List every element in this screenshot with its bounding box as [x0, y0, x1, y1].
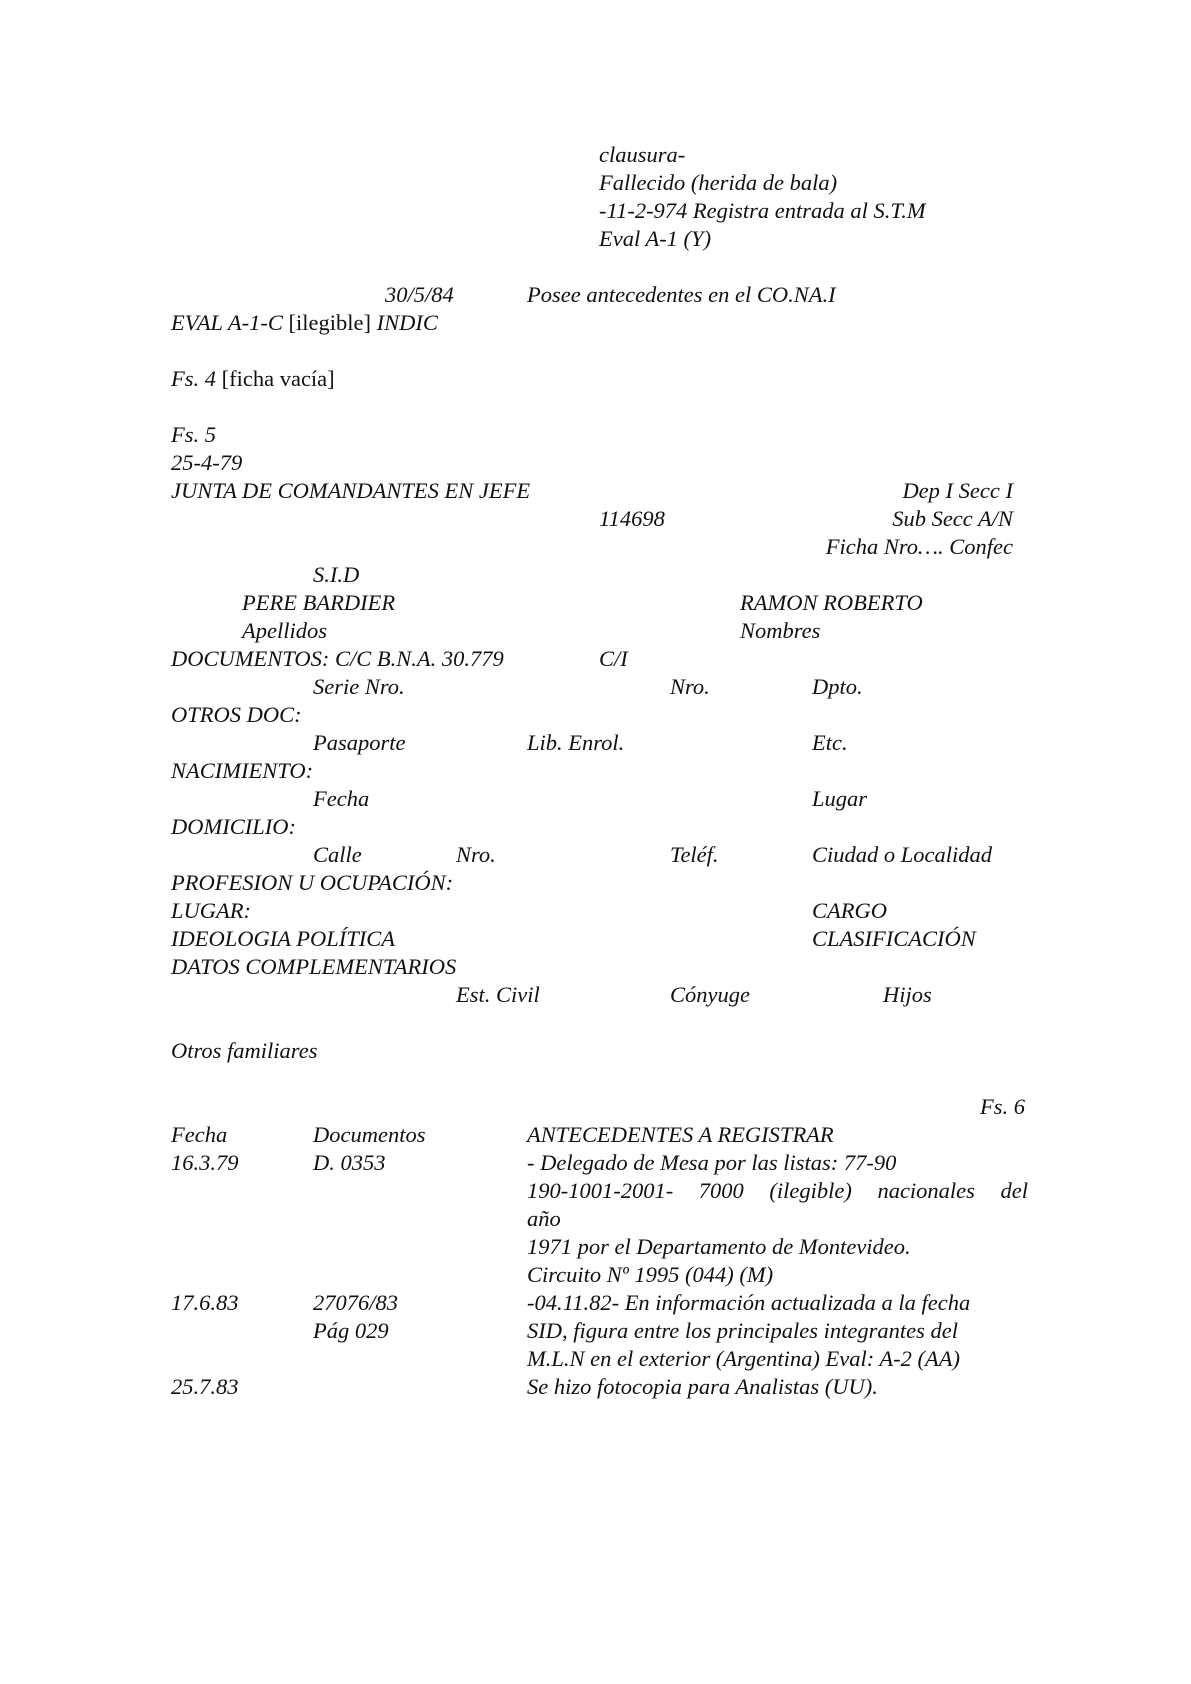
lugar-label: Lugar: [812, 786, 868, 811]
eval-indic: INDIC: [376, 310, 438, 335]
otros-familiares-label: Otros familiares: [171, 1038, 318, 1063]
surname-label: Apellidos: [242, 618, 327, 643]
fs4-note: [ficha vacía]: [221, 366, 335, 391]
fs4-line: [171, 365, 335, 393]
calle-nro-label: Nro.: [456, 842, 496, 867]
row2-line-3: M.L.N en el exterior (Argentina) Eval: A-2 (AA): [527, 1346, 961, 1371]
fs5-label: Fs. 5: [171, 422, 216, 447]
conyuge-label: Cónyuge: [670, 982, 750, 1007]
row2-line-2: SID, figura entre los principales integrantes del: [527, 1318, 958, 1343]
nacimiento-label: NACIMIENTO:: [171, 758, 314, 783]
etc-label: Etc.: [812, 730, 848, 755]
row1-line-5: Circuito Nº 1995 (044) (M): [527, 1262, 774, 1287]
fecha-label: Fecha: [313, 786, 370, 811]
fs5-sid: S.I.D: [313, 562, 360, 587]
col-header-fecha: Fecha: [171, 1122, 228, 1147]
ciudad-label: Ciudad o Localidad: [812, 842, 993, 867]
row2-line-1: -04.11.82- En información actualizada a la fecha: [527, 1290, 971, 1315]
top-line-1: clausura-: [599, 142, 686, 167]
col-header-antecedentes: ANTECEDENTES A REGISTRAR: [527, 1122, 834, 1147]
pasaporte-label: Pasaporte: [313, 730, 406, 755]
names-label: Nombres: [740, 618, 821, 643]
datos-label: DATOS COMPLEMENTARIOS: [171, 954, 457, 979]
fs5-ficha: Ficha Nro…. Confec: [825, 534, 1013, 559]
domicilio-label: DOMICILIO:: [171, 814, 296, 839]
fs6-label: Fs. 6: [980, 1094, 1025, 1119]
row1-doc: D. 0353: [313, 1150, 386, 1175]
col-header-documentos: Documentos: [313, 1122, 426, 1147]
eval-illegible: [ilegible]: [288, 310, 371, 335]
lib-enrol-label: Lib. Enrol.: [527, 730, 625, 755]
calle-label: Calle: [313, 842, 362, 867]
nro-label: Nro.: [670, 674, 710, 699]
row1-date: 16.3.79: [171, 1150, 239, 1175]
row2-doc: 27076/83: [313, 1290, 399, 1315]
person-names: RAMON ROBERTO: [740, 590, 923, 615]
hijos-label: Hijos: [883, 982, 932, 1007]
documentos-line: DOCUMENTOS: C/C B.N.A. 30.779: [171, 646, 504, 671]
fs5-subsecc: Sub Secc A/N: [892, 506, 1013, 531]
conai-date: 30/5/84: [385, 282, 454, 307]
fs5-org: JUNTA DE COMANDANTES EN JEFE: [171, 478, 531, 503]
eval-line: [171, 309, 438, 337]
row3-line-1: Se hizo fotocopia para Analistas (UU).: [527, 1374, 878, 1399]
top-line-3: -11-2-974 Registra entrada al S.T.M: [599, 198, 926, 223]
ideologia-label: IDEOLOGIA POLÍTICA: [171, 926, 395, 951]
person-surname: PERE BARDIER: [242, 590, 396, 615]
lugar-caps-label: LUGAR:: [171, 898, 251, 923]
clasificacion-label: CLASIFICACIÓN: [812, 926, 976, 951]
row1-line-1: - Delegado de Mesa por las listas: 77-90: [527, 1150, 897, 1175]
serie-nro-label: Serie Nro.: [313, 674, 405, 699]
fs4-label: Fs. 4: [171, 366, 216, 391]
telef-label: Teléf.: [670, 842, 719, 867]
top-line-4: Eval A-1 (Y): [599, 226, 712, 251]
row3-date: 25.7.83: [171, 1374, 239, 1399]
dpto-label: Dpto.: [812, 674, 863, 699]
top-line-2: Fallecido (herida de bala): [599, 170, 838, 195]
eval-code: EVAL A-1-C: [171, 310, 283, 335]
row2-date: 17.6.83: [171, 1290, 239, 1315]
conai-text: Posee antecedentes en el CO.NA.I: [527, 282, 836, 307]
row2-doc-page: Pág 029: [313, 1318, 389, 1343]
otros-doc-label: OTROS DOC:: [171, 702, 302, 727]
fs5-dep: Dep I Secc I: [902, 478, 1013, 503]
row1-line-3: año: [527, 1206, 561, 1231]
est-civil-label: Est. Civil: [456, 982, 540, 1007]
cargo-label: CARGO: [812, 898, 887, 923]
profesion-label: PROFESION U OCUPACIÓN:: [171, 870, 454, 895]
row1-line-4: 1971 por el Departamento de Montevideo.: [527, 1234, 911, 1259]
fs5-number: 114698: [599, 506, 665, 531]
ci-label: C/I: [599, 646, 628, 671]
row1-line-2: 190-1001-2001- 7000 (ilegible) nacionales del: [527, 1178, 1028, 1203]
fs5-date: 25-4-79: [171, 450, 243, 475]
